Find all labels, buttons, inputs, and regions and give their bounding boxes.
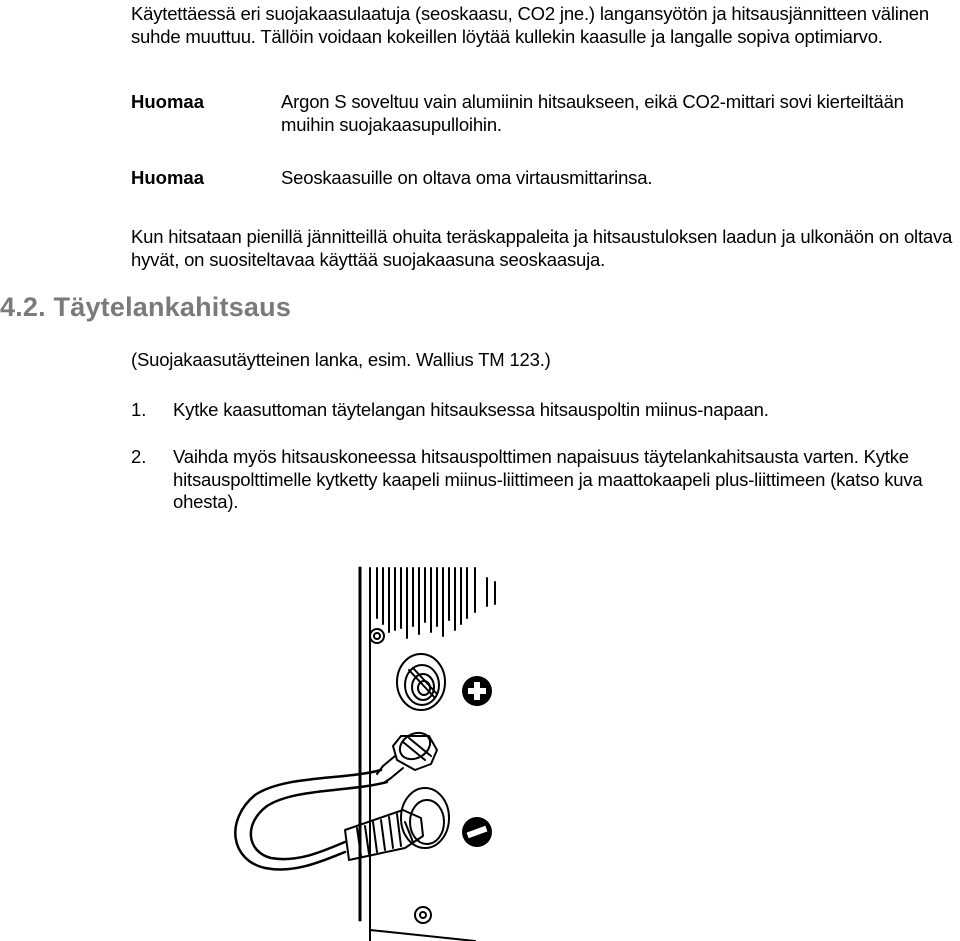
note-label: Huomaa xyxy=(131,167,204,188)
cable-plug-upper xyxy=(377,728,437,782)
screw-icon xyxy=(415,907,431,923)
section-subtitle: (Suojakaasutäytteinen lanka, esim. Wallius TM 123.) xyxy=(131,349,551,370)
step-number: 2. xyxy=(131,446,147,467)
thin-steel-paragraph: Kun hitsataan pienillä jännitteillä ohuita teräskappaleita ja hitsaustuloksen laadun ja ulkonäön on oltava hyvät, on suositeltavaa käyttää suojakaasuna seoskaasuja. xyxy=(131,226,953,270)
plus-socket xyxy=(397,654,445,710)
step-text: Vaihda myös hitsauskoneessa hitsauspolttimen napaisuus täytelankahitsausta varten. Kytke hitsauspolttimelle kytketty kaapeli miinus-liittimeen ja maattokaapeli plus-liittimeen (katso kuva ohesta). xyxy=(173,446,923,512)
note-text: Seoskaasuille on oltava oma virtausmittarinsa. xyxy=(281,167,653,188)
note-text: Argon S soveltuu vain alumiinin hitsaukseen, eikä CO2-mittari sovi kierteiltään muihin suojakaasupulloihin. xyxy=(281,91,904,135)
intro-paragraph: Käytettäessä eri suojakaasulaatuja (seoskaasu, CO2 jne.) langansyötön ja hitsausjännitteen välinen suhde muuttuu. Tällöin voidaan kokeillen löytää kullekin kaasulle ja langalle sopiva optimiarvo. xyxy=(131,3,929,47)
section-heading: 4.2. Täytelankahitsaus xyxy=(0,292,292,322)
note-label: Huomaa xyxy=(131,91,204,112)
vent-slots xyxy=(377,568,495,638)
step-text: Kytke kaasuttoman täytelangan hitsauksessa hitsauspoltin miinus-napaan. xyxy=(173,399,769,420)
screw-icon xyxy=(370,629,384,643)
welder-connector-illustration xyxy=(225,560,545,941)
minus-socket xyxy=(401,788,449,848)
step-number: 1. xyxy=(131,399,147,420)
plus-circle-icon xyxy=(462,676,492,706)
minus-circle-icon xyxy=(462,817,492,847)
